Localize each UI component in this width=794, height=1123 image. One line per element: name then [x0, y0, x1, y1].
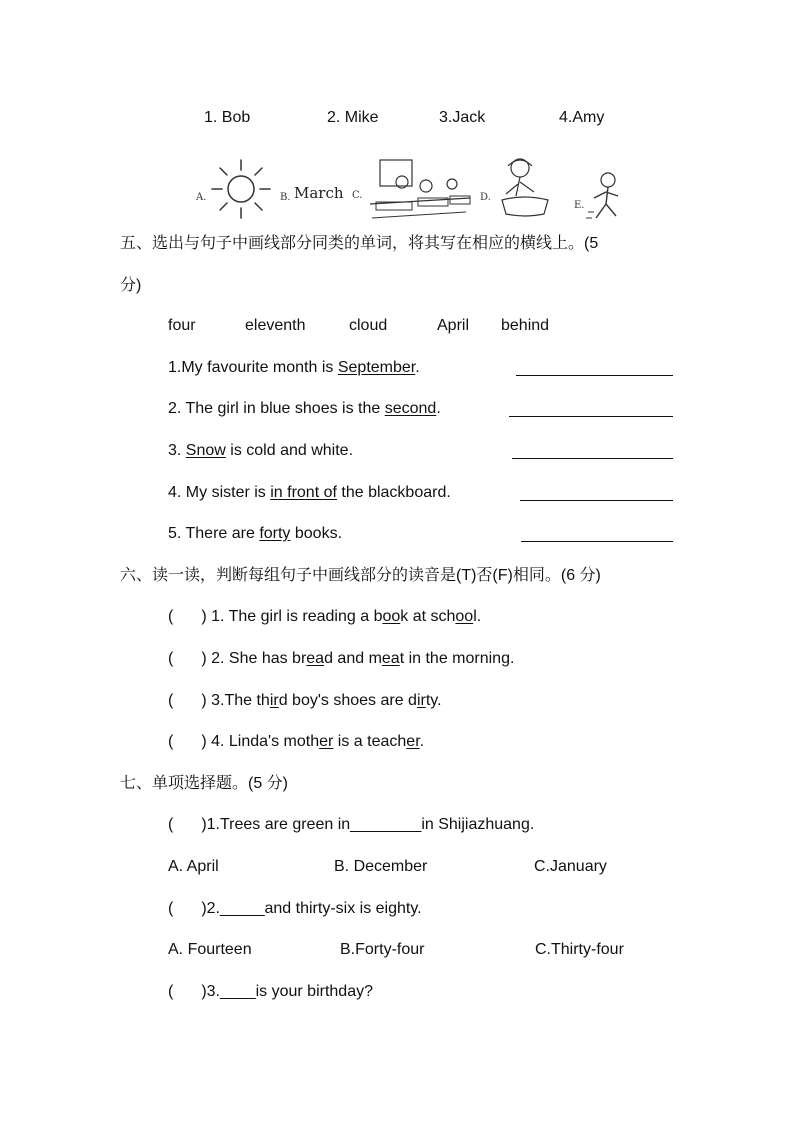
picture-strip: [190, 148, 630, 228]
answer-bracket[interactable]: ( ): [168, 692, 207, 709]
section5-heading-cont: 分): [120, 277, 142, 294]
picture-letter-a: A.: [196, 192, 207, 203]
section6-heading: 六、读一读，判断每组句子中画线部分的读音是(T)否(F)相同。(6 分): [120, 567, 601, 584]
s7-question-1: ( )1.Trees are green in________in Shijiazhuang.: [168, 816, 535, 833]
s7-q2-option-b[interactable]: B.Forty-four: [340, 941, 425, 958]
s7-q1-option-b[interactable]: B. December: [334, 858, 428, 875]
name-bob: 1. Bob: [204, 109, 251, 126]
word-bank-eleventh: eleventh: [245, 317, 306, 334]
s6-question-2: ( ) 2. She has bread and meat in the morning.: [168, 650, 515, 667]
s7-question-3: ( )3.____is your birthday?: [168, 983, 373, 1000]
word-bank-behind: behind: [501, 317, 550, 334]
name-amy: 4.Amy: [559, 109, 605, 126]
word-bank-cloud: cloud: [349, 317, 388, 334]
s5-question-2: 2. The girl in blue shoes is the second.: [168, 400, 441, 417]
s7-q2-option-a[interactable]: A. Fourteen: [168, 941, 252, 958]
picture-letter-b: B.: [280, 192, 291, 203]
answer-bracket[interactable]: ( ): [168, 733, 207, 750]
s5-question-5: 5. There are forty books.: [168, 525, 343, 542]
classroom-icon: [366, 158, 474, 228]
answer-blank-5[interactable]: [521, 541, 673, 542]
name-jack: 3.Jack: [439, 109, 486, 126]
s7-question-2: ( )2._____and thirty-six is eighty.: [168, 900, 422, 917]
picture-letter-e: E.: [574, 200, 585, 211]
answer-blank-2[interactable]: [509, 416, 673, 417]
answer-bracket[interactable]: ( ): [168, 650, 207, 667]
picture-march-word: March: [294, 184, 344, 202]
answer-blank-4[interactable]: [520, 500, 673, 501]
answer-bracket[interactable]: (: [168, 983, 174, 1000]
s5-question-1: 1.My favourite month is September.: [168, 359, 420, 376]
boy-running-icon: [586, 172, 630, 228]
picture-letter-c: C.: [352, 190, 363, 201]
answer-blank-3[interactable]: [512, 458, 673, 459]
s7-q1-option-c[interactable]: C.January: [534, 858, 607, 875]
answer-bracket[interactable]: (: [168, 900, 174, 917]
picture-letter-d: D.: [480, 192, 491, 203]
sun-icon: [210, 158, 272, 220]
s6-question-4: ( ) 4. Linda's mother is a teacher.: [168, 733, 425, 750]
answer-blank-1[interactable]: [516, 375, 673, 376]
word-bank-april: April: [437, 317, 470, 334]
girl-washing-icon: [494, 152, 556, 222]
s7-q2-option-c[interactable]: C.Thirty-four: [535, 941, 624, 958]
s6-question-3: ( ) 3.The third boy's shoes are dirty.: [168, 692, 442, 709]
s5-question-3: 3. Snow is cold and white.: [168, 442, 354, 459]
s7-q1-option-a[interactable]: A. April: [168, 858, 219, 875]
name-mike: 2. Mike: [327, 109, 379, 126]
section7-heading: 七、单项选择题。(5 分): [120, 775, 289, 792]
answer-bracket[interactable]: (: [168, 816, 174, 833]
s6-question-1: ( ) 1. The girl is reading a book at school.: [168, 608, 482, 625]
answer-bracket[interactable]: ( ): [168, 608, 207, 625]
word-bank-four: four: [168, 317, 196, 334]
s5-question-4: 4. My sister is in front of the blackboard.: [168, 484, 451, 501]
section5-heading: 五、选出与句子中画线部分同类的单词，将其写在相应的横线上。(5: [120, 235, 599, 252]
